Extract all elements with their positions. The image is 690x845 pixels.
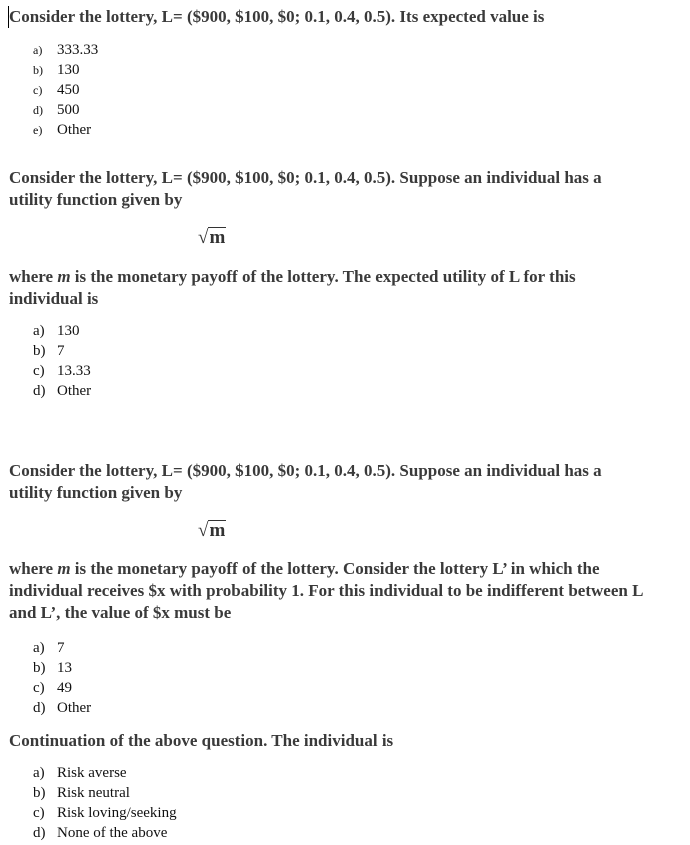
where-variable: m xyxy=(57,267,71,286)
option-text: 500 xyxy=(57,102,80,118)
option-text: Other xyxy=(57,700,92,716)
sqrt-formula xyxy=(198,227,226,249)
option-item xyxy=(33,678,91,698)
option-item xyxy=(33,80,98,100)
option-label: d) xyxy=(33,103,43,117)
where-post: is the monetary payoff of the lottery. Consider the lottery L’ in which the individual receives $x with probability 1. For this individual to be indifferent between L and L’, the value of $x must be xyxy=(9,559,643,622)
option-item xyxy=(33,658,91,678)
question-4-options xyxy=(33,763,177,843)
question-4-text: Continuation of the above question. The individual is xyxy=(9,731,394,750)
option-item xyxy=(33,381,91,401)
question-2-options xyxy=(33,321,91,401)
option-text: 13.33 xyxy=(57,363,91,379)
option-text: 7 xyxy=(57,343,65,359)
where-variable: m xyxy=(57,559,71,578)
option-item xyxy=(33,803,177,823)
option-item xyxy=(33,361,91,381)
option-item xyxy=(33,100,98,120)
option-text: None of the above xyxy=(57,825,168,841)
option-item xyxy=(33,763,177,783)
option-label: a) xyxy=(33,765,45,781)
formula-variable: m xyxy=(209,520,226,541)
sqrt-formula xyxy=(198,520,226,542)
formula-variable: m xyxy=(209,227,226,248)
option-label: b) xyxy=(33,343,46,359)
option-label: d) xyxy=(33,825,46,841)
option-label: a) xyxy=(33,43,43,57)
sqrt-symbol: √ xyxy=(198,227,209,248)
option-item xyxy=(33,40,98,60)
option-label: a) xyxy=(33,640,45,656)
question-2-where xyxy=(9,266,649,310)
option-item xyxy=(33,698,91,718)
option-text: Risk averse xyxy=(57,765,127,781)
option-text: Risk loving/seeking xyxy=(57,805,177,821)
option-label: e) xyxy=(33,123,43,137)
question-3-options xyxy=(33,638,91,718)
where-post: is the monetary payoff of the lottery. The expected utility of L for this individual is xyxy=(9,267,576,308)
option-text: 333.33 xyxy=(57,42,99,58)
option-item xyxy=(33,120,98,140)
option-text: 49 xyxy=(57,680,72,696)
option-text: 130 xyxy=(57,323,80,339)
option-item xyxy=(33,823,177,843)
option-label: c) xyxy=(33,680,45,696)
question-3-intro: Consider the lottery, L= ($900, $100, $0; 0.1, 0.4, 0.5). Suppose an individual has a utility function given by xyxy=(9,461,602,502)
option-item xyxy=(33,638,91,658)
option-label: a) xyxy=(33,323,45,339)
option-text: Other xyxy=(57,122,92,138)
where-pre: where xyxy=(9,267,58,286)
option-label: c) xyxy=(33,83,43,97)
option-text: Other xyxy=(57,383,92,399)
option-text: 7 xyxy=(57,640,65,656)
question-3-where xyxy=(9,558,649,624)
option-label: c) xyxy=(33,363,45,379)
option-item xyxy=(33,60,98,80)
option-text: 13 xyxy=(57,660,72,676)
option-label: c) xyxy=(33,805,45,821)
option-item xyxy=(33,783,177,803)
option-item xyxy=(33,341,91,361)
option-item xyxy=(33,321,91,341)
where-pre: where xyxy=(9,559,58,578)
option-text: 130 xyxy=(57,62,80,78)
question-2-intro: Consider the lottery, L= ($900, $100, $0; 0.1, 0.4, 0.5). Suppose an individual has a utility function given by xyxy=(9,168,602,209)
sqrt-symbol: √ xyxy=(198,520,209,541)
option-label: b) xyxy=(33,660,46,676)
option-text: Risk neutral xyxy=(57,785,130,801)
option-label: b) xyxy=(33,785,46,801)
option-label: b) xyxy=(33,63,43,77)
question-1-options xyxy=(33,40,98,140)
option-label: d) xyxy=(33,383,46,399)
question-1-text: Consider the lottery, L= ($900, $100, $0; 0.1, 0.4, 0.5). Its expected value is xyxy=(9,7,545,26)
option-label: d) xyxy=(33,700,46,716)
option-text: 450 xyxy=(57,82,80,98)
